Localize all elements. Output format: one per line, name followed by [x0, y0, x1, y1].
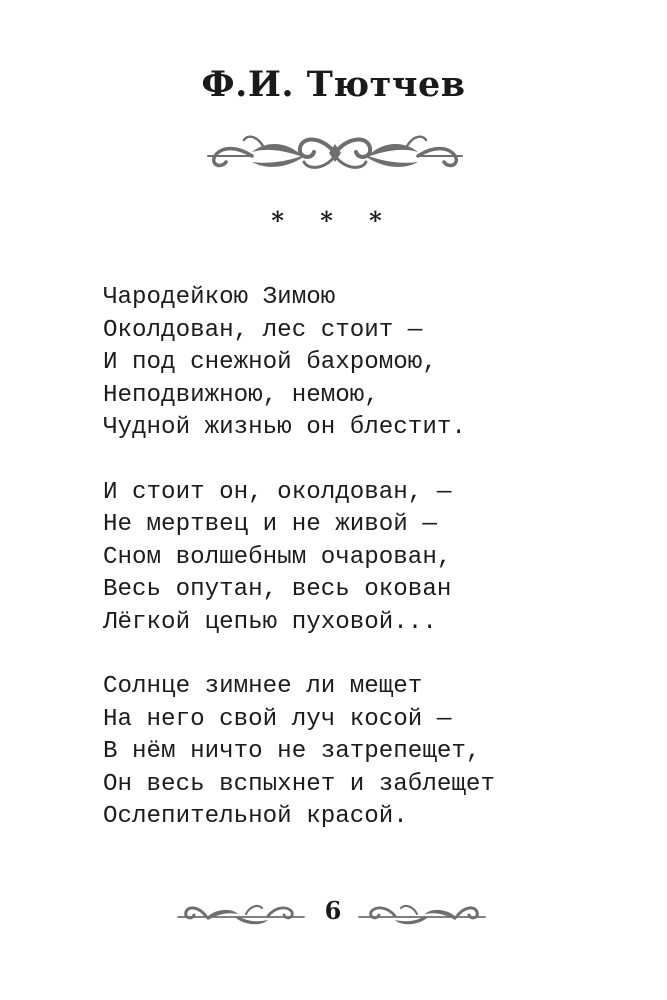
- poem-line: Солнце зимнее ли мещет: [103, 673, 423, 700]
- stanza-3: [103, 671, 495, 834]
- poem-line: Сном волшебным очарован,: [103, 543, 452, 571]
- page-number: 6: [324, 896, 342, 925]
- stanza-2: [103, 477, 495, 640]
- poem-line: Лёгкой цепью пуховой...: [103, 608, 437, 636]
- section-divider-stars: * * *: [271, 206, 396, 235]
- poem-line: И под снежной бахромою,: [103, 349, 437, 376]
- page-footer: [0, 896, 667, 936]
- poem-line: Околдован, лес стоит —: [103, 316, 423, 344]
- floral-scroll-ornament-icon: [204, 126, 466, 180]
- floral-flourish-left-icon: [176, 900, 306, 930]
- poem-line: Чародейкою Зимою: [103, 284, 336, 311]
- poem-line: На него свой луч косой —: [103, 705, 452, 733]
- poem-line: Он весь вспыхнет и заблещет: [103, 770, 495, 798]
- poem-line: Неподвижною, немою,: [103, 381, 379, 409]
- poem-line: Ослепительной красой.: [103, 803, 408, 830]
- floral-flourish-right-icon: [357, 900, 487, 930]
- poem-line: И стоит он, околдован, —: [103, 478, 452, 506]
- author-title: Ф.И. Тютчев: [201, 64, 466, 105]
- stanza-1: [103, 282, 495, 445]
- poem-line: Весь опутан, весь окован: [103, 576, 452, 603]
- poem-line: Не мертвец и не живой —: [103, 511, 437, 538]
- poem-line: Чудной жизнью он блестит.: [103, 414, 466, 441]
- poem-body: [103, 282, 495, 866]
- poem-line: В нём ничто не затрепещет,: [103, 738, 481, 765]
